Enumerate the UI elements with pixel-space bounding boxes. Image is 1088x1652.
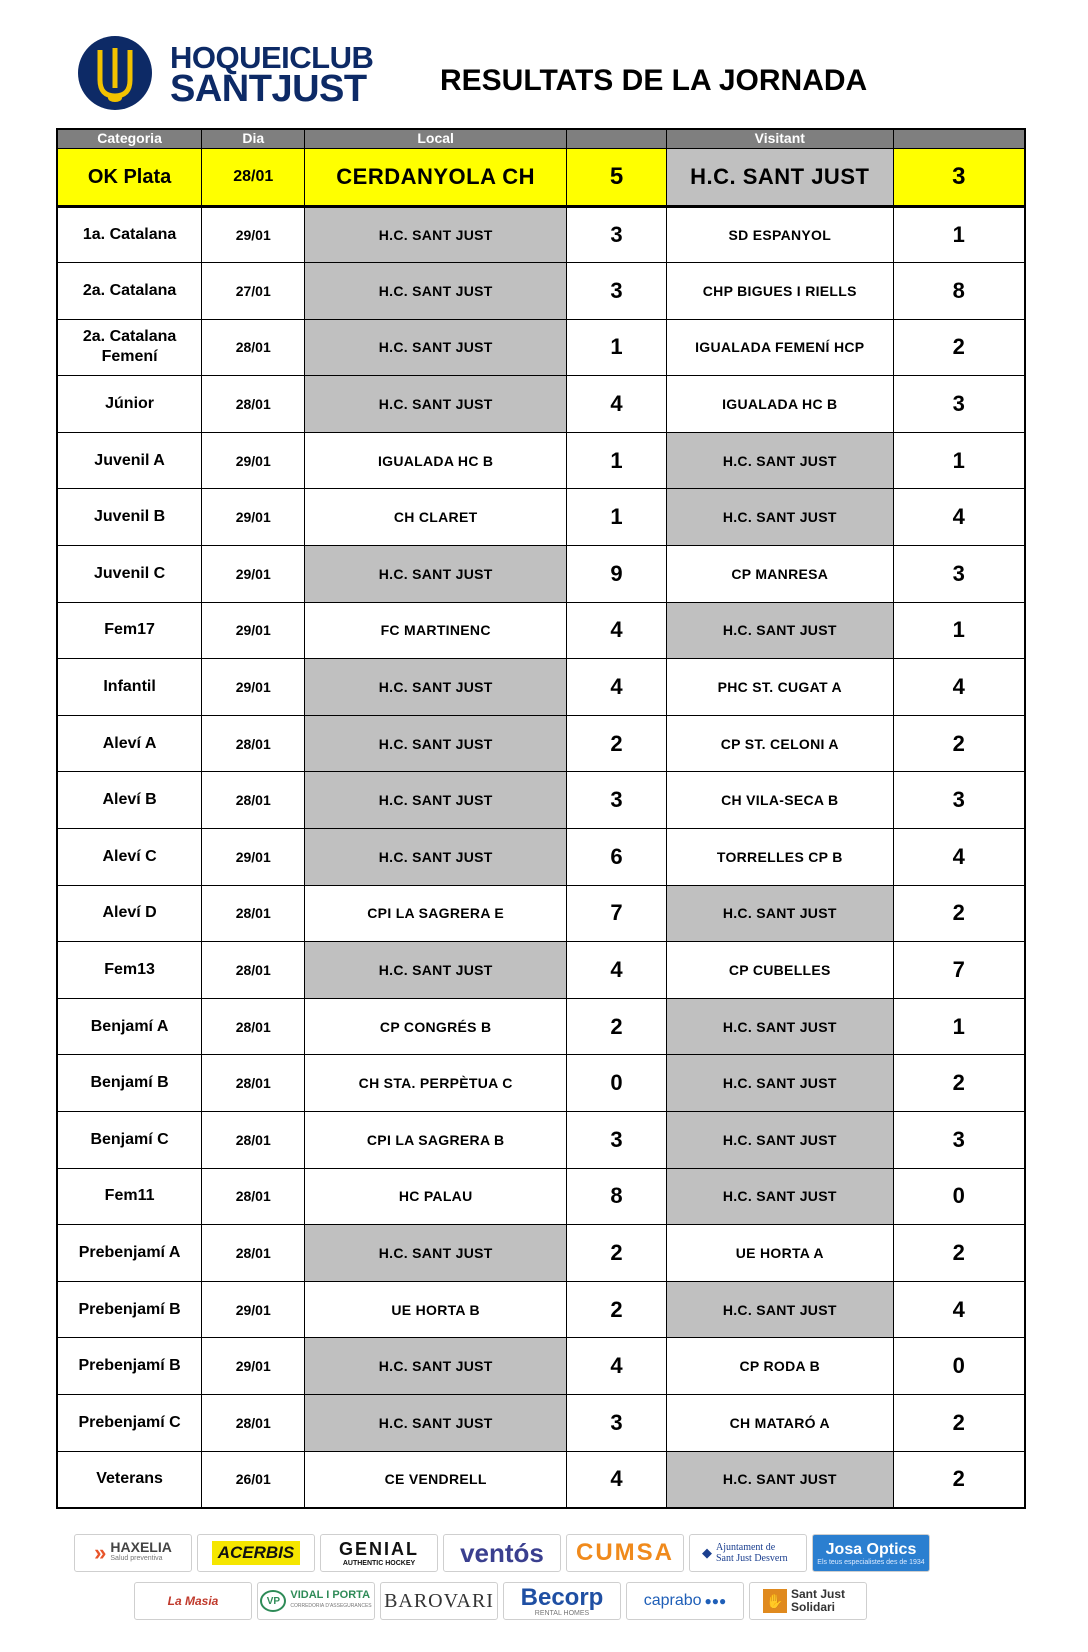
match-day: 29/01 <box>202 489 305 546</box>
sponsor-logo: BAROVARI <box>380 1582 498 1620</box>
home-team: CPI LA SAGRERA B <box>305 1112 567 1169</box>
column-header-away: Visitant <box>666 129 893 148</box>
home-team: CP CONGRÉS B <box>305 998 567 1055</box>
home-score: 2 <box>567 1225 667 1282</box>
match-day: 29/01 <box>202 206 305 263</box>
match-category: Júnior <box>57 376 202 433</box>
match-category: Veterans <box>57 1451 202 1508</box>
home-team: H.C. SANT JUST <box>305 206 567 263</box>
match-category: Prebenjamí B <box>57 1281 202 1338</box>
home-score: 0 <box>567 1055 667 1112</box>
column-header-home: Local <box>305 129 567 148</box>
match-category: Prebenjamí A <box>57 1225 202 1282</box>
home-team: H.C. SANT JUST <box>305 942 567 999</box>
home-score: 3 <box>567 1112 667 1169</box>
home-score: 7 <box>567 885 667 942</box>
home-team: UE HORTA B <box>305 1281 567 1338</box>
match-category: Prebenjamí B <box>57 1338 202 1395</box>
away-score: 2 <box>893 885 1025 942</box>
away-team: CHP BIGUES I RIELLS <box>666 263 893 320</box>
match-day: 28/01 <box>202 148 305 206</box>
sponsor-logo: La Masia <box>134 1582 252 1620</box>
away-team: H.C. SANT JUST <box>666 148 893 206</box>
match-day: 29/01 <box>202 602 305 659</box>
home-score: 4 <box>567 1451 667 1508</box>
table-row <box>57 206 1025 263</box>
haxelia-arrows-icon: » <box>94 1540 107 1565</box>
home-team: H.C. SANT JUST <box>305 1338 567 1395</box>
away-score: 0 <box>893 1168 1025 1225</box>
away-team: CH VILA-SECA B <box>666 772 893 829</box>
away-score: 2 <box>893 715 1025 772</box>
match-category: Juvenil B <box>57 489 202 546</box>
match-category: Aleví C <box>57 829 202 886</box>
match-day: 29/01 <box>202 659 305 716</box>
club-logo <box>78 36 152 110</box>
sponsor-logo: CUMSA <box>566 1534 684 1572</box>
solidari-hand-icon: ✋ <box>763 1589 787 1613</box>
match-category: Fem13 <box>57 942 202 999</box>
away-team: H.C. SANT JUST <box>666 432 893 489</box>
away-score: 3 <box>893 148 1025 206</box>
sponsor-logo: GENIAL AUTHENTIC HOCKEY <box>320 1534 438 1572</box>
table-header-row <box>57 129 1025 148</box>
club-name-line2: SANTJUST <box>170 68 367 110</box>
match-day: 29/01 <box>202 432 305 489</box>
match-day: 29/01 <box>202 829 305 886</box>
away-team: H.C. SANT JUST <box>666 1451 893 1508</box>
table-row <box>57 602 1025 659</box>
home-team: H.C. SANT JUST <box>305 1394 567 1451</box>
table-row <box>57 942 1025 999</box>
match-category: 2a. Catalana <box>57 263 202 320</box>
home-team: H.C. SANT JUST <box>305 659 567 716</box>
home-team: FC MARTINENC <box>305 602 567 659</box>
away-score: 2 <box>893 1394 1025 1451</box>
away-team: UE HORTA A <box>666 1225 893 1282</box>
caprabo-dots-icon: ●●● <box>704 1594 727 1608</box>
match-day: 27/01 <box>202 263 305 320</box>
match-day: 28/01 <box>202 1055 305 1112</box>
sponsor-logo: VP VIDAL I PORTA CORREDORIA D'ASSEGURANCES <box>257 1582 375 1620</box>
home-score: 1 <box>567 432 667 489</box>
column-header-away-score <box>893 129 1025 148</box>
home-score: 6 <box>567 829 667 886</box>
match-category: Fem17 <box>57 602 202 659</box>
home-team: H.C. SANT JUST <box>305 263 567 320</box>
results-table <box>56 128 1026 1509</box>
home-score: 2 <box>567 715 667 772</box>
away-team: IGUALADA FEMENÍ HCP <box>666 319 893 376</box>
sponsor-logo: ✋ Sant Just Solidari <box>749 1582 867 1620</box>
match-category: 2a. Catalana Femení <box>57 319 202 376</box>
column-header-home-score <box>567 129 667 148</box>
away-team: H.C. SANT JUST <box>666 1168 893 1225</box>
table-row <box>57 1055 1025 1112</box>
away-score: 8 <box>893 263 1025 320</box>
match-day: 28/01 <box>202 998 305 1055</box>
municipal-crest-icon: ◆ <box>702 1545 712 1560</box>
hockey-sticks-icon <box>78 36 152 110</box>
away-team: CP ST. CELONI A <box>666 715 893 772</box>
home-team: CE VENDRELL <box>305 1451 567 1508</box>
match-day: 28/01 <box>202 772 305 829</box>
match-day: 28/01 <box>202 1394 305 1451</box>
table-row <box>57 1281 1025 1338</box>
home-team: H.C. SANT JUST <box>305 715 567 772</box>
away-score: 3 <box>893 1112 1025 1169</box>
away-score: 4 <box>893 659 1025 716</box>
away-score: 4 <box>893 1281 1025 1338</box>
match-day: 26/01 <box>202 1451 305 1508</box>
home-score: 3 <box>567 263 667 320</box>
away-team: H.C. SANT JUST <box>666 1281 893 1338</box>
match-day: 28/01 <box>202 376 305 433</box>
table-row <box>57 829 1025 886</box>
column-header-day: Dia <box>202 129 305 148</box>
match-category: Infantil <box>57 659 202 716</box>
match-category: Aleví D <box>57 885 202 942</box>
home-score: 8 <box>567 1168 667 1225</box>
home-score: 9 <box>567 546 667 603</box>
match-category: Aleví A <box>57 715 202 772</box>
table-row <box>57 1168 1025 1225</box>
table-row <box>57 998 1025 1055</box>
away-score: 1 <box>893 602 1025 659</box>
away-score: 4 <box>893 489 1025 546</box>
table-row <box>57 885 1025 942</box>
away-score: 0 <box>893 1338 1025 1395</box>
match-day: 29/01 <box>202 1338 305 1395</box>
away-team: CH MATARÓ A <box>666 1394 893 1451</box>
away-score: 2 <box>893 1451 1025 1508</box>
home-team: CERDANYOLA CH <box>305 148 567 206</box>
sponsor-logo: Josa Optics Els teus especialistes des de 1934 <box>812 1534 930 1572</box>
away-score: 1 <box>893 206 1025 263</box>
match-day: 28/01 <box>202 1225 305 1282</box>
away-team: IGUALADA HC B <box>666 376 893 433</box>
home-team: IGUALADA HC B <box>305 432 567 489</box>
away-team: CP CUBELLES <box>666 942 893 999</box>
match-category: Fem11 <box>57 1168 202 1225</box>
table-row <box>57 1225 1025 1282</box>
table-row <box>57 1451 1025 1508</box>
featured-match-row <box>57 148 1025 206</box>
home-score: 1 <box>567 489 667 546</box>
table-row <box>57 319 1025 376</box>
sponsor-logo: ◆ Ajuntament de Sant Just Desvern <box>689 1534 807 1572</box>
away-team: H.C. SANT JUST <box>666 998 893 1055</box>
match-day: 28/01 <box>202 942 305 999</box>
column-header-category: Categoria <box>57 129 202 148</box>
match-category: OK Plata <box>57 148 202 206</box>
home-score: 3 <box>567 1394 667 1451</box>
away-team: CP MANRESA <box>666 546 893 603</box>
home-score: 4 <box>567 942 667 999</box>
home-score: 2 <box>567 1281 667 1338</box>
club-name-line1: HOQUEICLUB <box>170 40 374 75</box>
match-category: Juvenil C <box>57 546 202 603</box>
page-title: RESULTATS DE LA JORNADA <box>440 64 868 97</box>
away-team: CP RODA B <box>666 1338 893 1395</box>
home-team: H.C. SANT JUST <box>305 772 567 829</box>
match-day: 29/01 <box>202 1281 305 1338</box>
away-team: PHC ST. CUGAT A <box>666 659 893 716</box>
table-row <box>57 263 1025 320</box>
match-category: Benjamí B <box>57 1055 202 1112</box>
match-day: 28/01 <box>202 319 305 376</box>
match-category: Benjamí C <box>57 1112 202 1169</box>
sponsors-strip <box>70 1534 1020 1644</box>
match-day: 28/01 <box>202 715 305 772</box>
home-score: 3 <box>567 206 667 263</box>
home-team: CH STA. PERPÈTUA C <box>305 1055 567 1112</box>
table-row <box>57 715 1025 772</box>
away-team: H.C. SANT JUST <box>666 1112 893 1169</box>
table-row <box>57 1338 1025 1395</box>
home-score: 2 <box>567 998 667 1055</box>
table-row <box>57 1394 1025 1451</box>
home-team: H.C. SANT JUST <box>305 829 567 886</box>
away-score: 3 <box>893 772 1025 829</box>
away-team: H.C. SANT JUST <box>666 885 893 942</box>
home-score: 4 <box>567 376 667 433</box>
away-score: 2 <box>893 1225 1025 1282</box>
table-row <box>57 1112 1025 1169</box>
away-team: H.C. SANT JUST <box>666 489 893 546</box>
away-score: 3 <box>893 376 1025 433</box>
table-row <box>57 772 1025 829</box>
away-score: 1 <box>893 998 1025 1055</box>
away-score: 7 <box>893 942 1025 999</box>
away-score: 1 <box>893 432 1025 489</box>
match-day: 28/01 <box>202 1168 305 1225</box>
home-team: H.C. SANT JUST <box>305 319 567 376</box>
home-score: 4 <box>567 659 667 716</box>
home-team: H.C. SANT JUST <box>305 376 567 433</box>
sponsor-logo: » HAXELIA Salud preventiva <box>74 1534 192 1572</box>
match-category: Prebenjamí C <box>57 1394 202 1451</box>
away-team: SD ESPANYOL <box>666 206 893 263</box>
away-score: 4 <box>893 829 1025 886</box>
match-day: 28/01 <box>202 1112 305 1169</box>
page-header <box>0 0 1088 125</box>
table-row <box>57 489 1025 546</box>
match-category: Benjamí A <box>57 998 202 1055</box>
sponsor-logo: caprabo ●●● <box>626 1582 744 1620</box>
table-row <box>57 432 1025 489</box>
home-team: CPI LA SAGRERA E <box>305 885 567 942</box>
home-score: 3 <box>567 772 667 829</box>
home-score: 1 <box>567 319 667 376</box>
home-score: 4 <box>567 602 667 659</box>
match-day: 29/01 <box>202 546 305 603</box>
home-score: 5 <box>567 148 667 206</box>
sponsor-logo: Becorp RENTAL HOMES <box>503 1582 621 1620</box>
match-category: Aleví B <box>57 772 202 829</box>
sponsor-logo: ACERBIS <box>197 1534 315 1572</box>
sponsor-logo: ventós <box>443 1534 561 1572</box>
home-score: 4 <box>567 1338 667 1395</box>
away-team: H.C. SANT JUST <box>666 602 893 659</box>
away-score: 3 <box>893 546 1025 603</box>
home-team: H.C. SANT JUST <box>305 546 567 603</box>
table-row <box>57 659 1025 716</box>
match-day: 28/01 <box>202 885 305 942</box>
away-score: 2 <box>893 1055 1025 1112</box>
vp-badge-icon: VP <box>260 1590 286 1612</box>
away-score: 2 <box>893 319 1025 376</box>
home-team: CH CLARET <box>305 489 567 546</box>
away-team: H.C. SANT JUST <box>666 1055 893 1112</box>
match-category: Juvenil A <box>57 432 202 489</box>
home-team: H.C. SANT JUST <box>305 1225 567 1282</box>
home-team: HC PALAU <box>305 1168 567 1225</box>
away-team: TORRELLES CP B <box>666 829 893 886</box>
match-category: 1a. Catalana <box>57 206 202 263</box>
table-row <box>57 546 1025 603</box>
table-row <box>57 376 1025 433</box>
